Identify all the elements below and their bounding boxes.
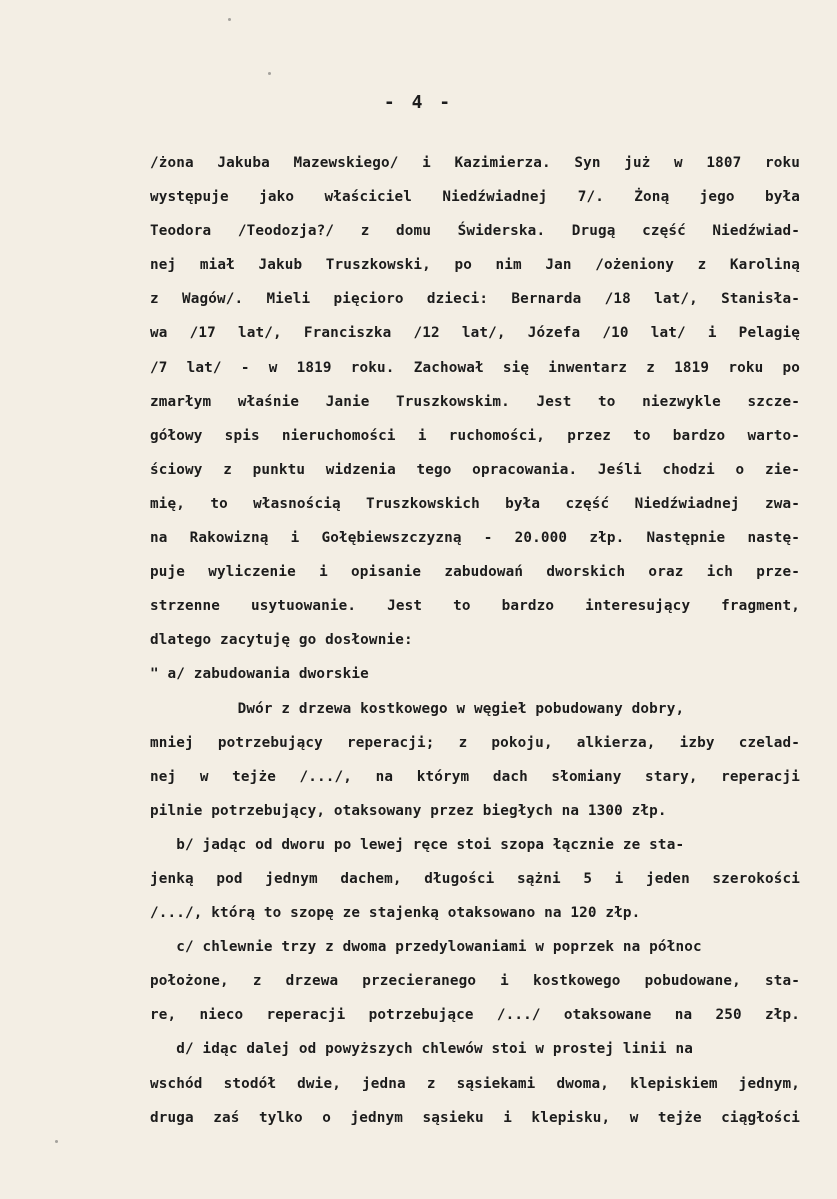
text-line: mię, to własnością Truszkowskich była część Niedźwiadnej zwa-	[150, 495, 800, 512]
paper-speck	[228, 18, 231, 21]
paper-speck	[268, 72, 271, 75]
text-line: położone, z drzewa przecieranego i kostkowego pobudowane, sta-	[150, 973, 800, 990]
text-line: na Rakowizną i Gołębiewszczyzną - 20.000 złp. Następnie nastę-	[150, 530, 800, 547]
text-line: Teodora /Teodozja?/ z domu Świderska. Drugą część Niedźwiad-	[150, 223, 800, 240]
text-line: nej w tejże /.../, na którym dach słomiany stary, reperacji	[150, 768, 800, 785]
text-line: Dwór z drzewa kostkowego w węgieł pobudowany dobry,	[150, 700, 685, 717]
text-line: ściowy z punktu widzenia tego opracowania. Jeśli chodzi o zie-	[150, 461, 800, 478]
text-line: jenką pod jednym dachem, długości sążni 5 i jeden szerokości	[150, 870, 800, 887]
paper-speck	[55, 1140, 58, 1143]
body-text	[150, 146, 800, 1135]
text-line: dlatego zacytuję go dosłownie:	[150, 632, 413, 649]
text-line: występuje jako właściciel Niedźwiadnej 7/. Żoną jego była	[150, 189, 800, 206]
text-line: c/ chlewnie trzy z dwoma przedylowaniami w poprzek na północ	[150, 939, 702, 956]
text-line: /7 lat/ - w 1819 roku. Zachował się inwentarz z 1819 roku po	[150, 359, 800, 376]
text-line: " a/ zabudowania dworskie	[150, 666, 369, 683]
text-line: nej miał Jakub Truszkowski, po nim Jan /ożeniony z Karoliną	[150, 257, 800, 274]
text-line: gółowy spis nieruchomości i ruchomości, przez to bardzo warto-	[150, 427, 800, 444]
text-line: z Wagów/. Mieli pięcioro dzieci: Bernarda /18 lat/, Stanisła-	[150, 291, 800, 308]
text-line: zmarłym właśnie Janie Truszkowskim. Jest to niezwykle szcze-	[150, 393, 800, 410]
text-line: re, nieco reperacji potrzebujące /.../ otaksowane na 250 złp.	[150, 1007, 800, 1024]
text-line: wschód stodół dwie, jedna z sąsiekami dwoma, klepiskiem jednym,	[150, 1075, 800, 1092]
text-line: mniej potrzebujący reperacji; z pokoju, alkierza, izby czelad-	[150, 734, 800, 751]
text-line: strzenne usytuowanie. Jest to bardzo interesujący fragment,	[150, 598, 800, 615]
text-line: puje wyliczenie i opisanie zabudowań dworskich oraz ich prze-	[150, 564, 800, 581]
text-line: d/ idąc dalej od powyższych chlewów stoi w prostej linii na	[150, 1041, 693, 1058]
text-line: wa /17 lat/, Franciszka /12 lat/, Józefa /10 lat/ i Pelagię	[150, 325, 800, 342]
page-number: - 4 -	[383, 92, 454, 113]
text-line: /żona Jakuba Mazewskiego/ i Kazimierza. Syn już w 1807 roku	[150, 155, 800, 171]
text-line: b/ jadąc od dworu po lewej ręce stoi szopa łącznie ze sta-	[150, 836, 685, 853]
text-line: pilnie potrzebujący, otaksowany przez biegłych na 1300 złp.	[150, 802, 667, 819]
text-line: druga zaś tylko o jednym sąsieku i klepisku, w tejże ciągłości	[150, 1109, 800, 1126]
text-line: /.../, którą to szopę ze stajenką otaksowano na 120 złp.	[150, 905, 641, 922]
